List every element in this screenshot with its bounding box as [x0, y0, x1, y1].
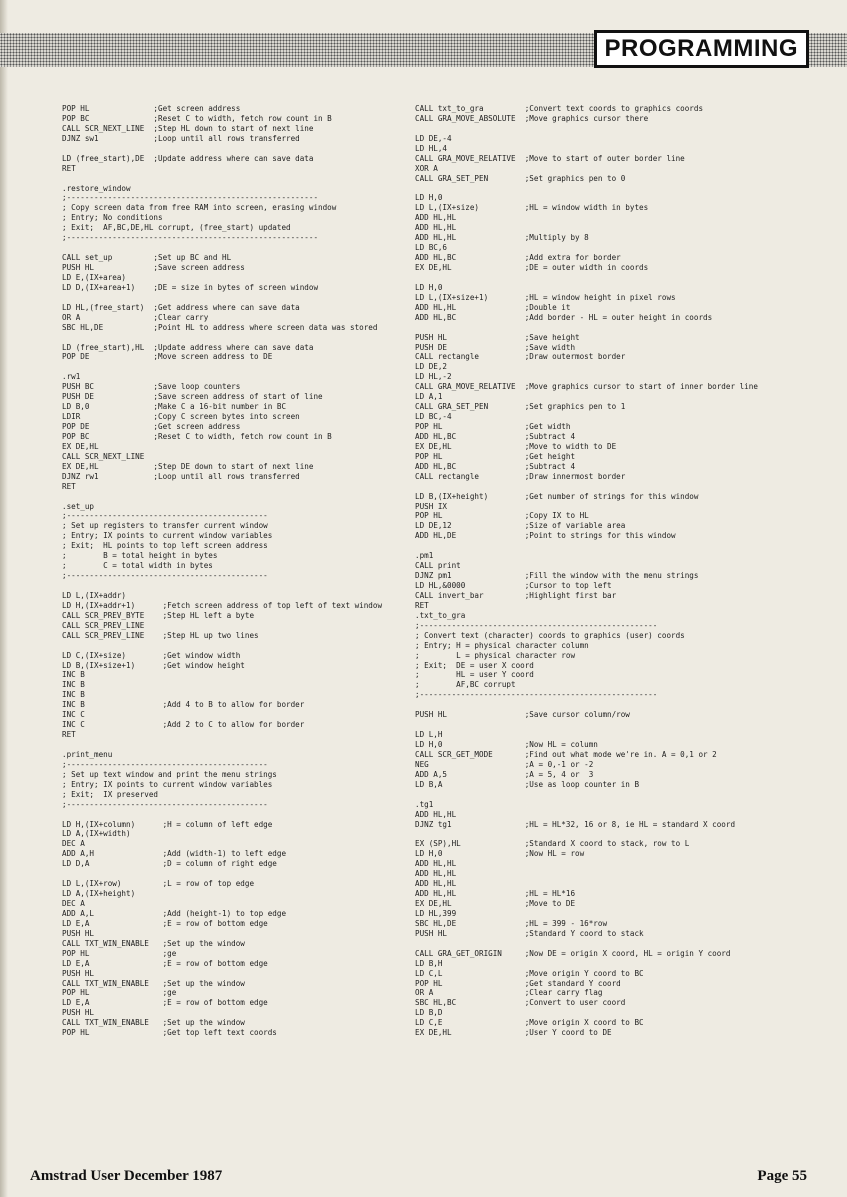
code-line: CALL SCR_PREV_BYTE ;Step HL left a byte [62, 610, 255, 620]
code-line: LD E,A ;E = row of bottom edge [62, 998, 268, 1008]
code-line: CALL TXT_WIN_ENABLE ;Set up the window [62, 1018, 245, 1028]
code-line: ADD HL,HL [415, 223, 457, 233]
code-line: ; Entry; H = physical character column [415, 640, 589, 650]
code-line: ; Entry; No conditions [62, 213, 163, 223]
code-line [415, 829, 835, 839]
code-line: ADD HL,HL ;Multiply by 8 [415, 233, 589, 243]
code-line: LD HL,&0000 ;Cursor to top left [415, 581, 612, 590]
code-line: SBC HL,BC ;Convert to user coord [415, 998, 626, 1008]
code-line: OR A ;Clear carry [62, 312, 209, 322]
code-line: DEC A [62, 899, 85, 908]
code-line: POP HL ;Get height [415, 451, 576, 461]
code-line: EX DE,HL [62, 441, 99, 451]
code-line: ; Exit; DE = user X coord [415, 660, 534, 670]
code-line: PUSH HL [62, 928, 95, 938]
code-line [415, 790, 835, 800]
footer-magazine-issue: Amstrad User December 1987 [30, 1168, 223, 1184]
code-line: LD HL,4 [415, 143, 448, 153]
code-line: DJNZ tg1 ;HL = HL*32, 16 or 8, ie HL = standard X coord [415, 819, 736, 829]
code-line: POP DE ;Move screen address to DE [62, 352, 273, 362]
code-line: ADD HL,HL ;Double it [415, 302, 571, 312]
code-line: CALL SCR_PREV_LINE [62, 620, 145, 630]
code-line [62, 492, 402, 502]
code-line: LD BC,6 [415, 243, 448, 253]
code-line: EX DE,HL ;Step DE down to start of next line [62, 461, 314, 471]
code-line: POP HL ;Get screen address [62, 104, 241, 113]
page-edge-shadow [0, 0, 8, 1197]
code-line [415, 273, 835, 283]
code-line: CALL TXT_WIN_ENABLE ;Set up the window [62, 978, 245, 988]
code-line [62, 144, 402, 154]
code-line: ; Entry; IX points to current window variables [62, 531, 273, 541]
code-line: INC B [62, 690, 85, 700]
code-line: LD L,(IX+size) ;HL = window width in bytes [415, 203, 649, 213]
code-line: EX (SP),HL ;Standard X coord to stack, row to L [415, 839, 690, 849]
code-listing-right [415, 104, 835, 1038]
code-line: EX DE,HL ;User Y coord to DE [415, 1028, 612, 1038]
code-line: CALL GRA_SET_PEN ;Set graphics pen to 1 [415, 402, 626, 412]
code-line: ADD HL,HL [415, 879, 457, 889]
code-line: ADD HL,HL [415, 859, 457, 869]
code-line: CALL GRA_MOVE_ABSOLUTE ;Move graphics cursor there [415, 113, 649, 123]
code-line: LD A,(IX+width) [62, 829, 131, 839]
code-line: LD H,(IX+addr+1) ;Fetch screen address of top left of text window [62, 600, 383, 610]
code-line: ; B = total height in bytes [62, 551, 218, 561]
code-line: PUSH HL ;Standard Y coord to stack [415, 928, 644, 938]
code-line: LD C,(IX+size) ;Get window width [62, 650, 241, 660]
code-line: PUSH IX [415, 501, 448, 511]
code-line: LD D,A ;D = column of right edge [62, 859, 277, 869]
code-line: ;---------------------------------------------------- [415, 620, 658, 630]
code-line: ADD HL,HL [415, 869, 457, 879]
code-line: ;------------------------------------------------------- [62, 193, 319, 203]
code-line: CALL GRA_GET_ORIGIN ;Now DE = origin X coord, HL = origin Y coord [415, 948, 731, 958]
code-line [415, 700, 835, 710]
code-line: ; C = total width in bytes [62, 561, 213, 571]
code-line: LD L,H [415, 730, 443, 740]
code-line: POP HL ;Get width [415, 422, 571, 431]
code-line: RET [62, 730, 76, 740]
code-line: LD C,E ;Move origin X coord to BC [415, 1018, 644, 1028]
code-line: CALL SCR_NEXT_LINE ;Step HL down to start of next line [62, 123, 314, 133]
code-line: ADD HL,HL [415, 809, 457, 819]
code-line: LD A,(IX+height) [62, 889, 136, 899]
code-line: DJNZ sw1 ;Loop until all rows transferred [62, 133, 300, 143]
code-line: ADD HL,HL ;HL = HL*16 [415, 889, 576, 899]
code-line: LD HL,399 [415, 908, 457, 918]
code-line: ;-------------------------------------------- [62, 511, 268, 521]
code-line: PUSH HL ;Save height [415, 332, 580, 342]
code-line [62, 641, 402, 651]
code-line: CALL SCR_NEXT_LINE [62, 451, 145, 461]
code-line: LD DE,2 [415, 362, 448, 372]
code-line: CALL TXT_WIN_ENABLE ;Set up the window [62, 938, 245, 948]
code-line [62, 810, 402, 820]
code-line: EX DE,HL ;Move to width to DE [415, 441, 617, 451]
code-line: NEG ;A = 0,-1 or -2 [415, 759, 594, 769]
code-line: ; Copy screen data from free RAM into screen, erasing window [62, 203, 337, 213]
code-line: CALL SCR_PREV_LINE ;Step HL up two lines [62, 630, 259, 640]
code-line: LD (free_start),DE ;Update address where can save data [62, 153, 314, 163]
code-line: LD B,A ;Use as loop counter in B [415, 779, 640, 789]
code-line: PUSH HL ;Save screen address [62, 263, 245, 272]
code-line: POP BC ;Reset C to width, fetch row count in B [62, 113, 332, 123]
code-line: RET [62, 481, 76, 491]
code-line: POP HL ;Copy IX to HL [415, 511, 589, 521]
code-line: POP HL ;Get standard Y coord [415, 978, 621, 988]
code-line: CALL GRA_MOVE_RELATIVE ;Move graphics cursor to start of inner border line [415, 382, 758, 392]
code-line: ; Exit; IX preserved [62, 789, 159, 799]
code-line: POP DE ;Get screen address [62, 422, 241, 431]
code-line: ; Set up text window and print the menu strings [62, 769, 277, 779]
code-line: ; Exit; HL points to top left screen address [62, 541, 268, 551]
code-line: ADD A,L ;Add (height-1) to top edge [62, 908, 287, 918]
code-line: ADD HL,BC ;Subtract 4 [415, 461, 576, 471]
code-line: INC B [62, 680, 85, 690]
code-line: ; L = physical character row [415, 650, 576, 660]
code-line: LD DE,-4 [415, 133, 452, 143]
code-line: CALL set_up ;Set up BC and HL [62, 253, 232, 263]
code-line [415, 124, 835, 134]
section-title: PROGRAMMING [594, 30, 810, 68]
code-line: ;-------------------------------------------- [62, 571, 268, 581]
code-line: CALL rectangle ;Draw outermost border [415, 352, 626, 362]
code-line: LD B,(IX+height) ;Get number of strings for this window [415, 491, 699, 501]
code-line [415, 323, 835, 333]
code-line [415, 541, 835, 551]
code-line: PUSH HL [62, 1008, 95, 1018]
code-line: EX DE,HL ;Move to DE [415, 899, 576, 908]
code-line: LD DE,12 ;Size of variable area [415, 521, 626, 531]
code-line: ADD HL,HL [415, 213, 457, 223]
code-line: ADD HL,BC ;Subtract 4 [415, 431, 576, 441]
code-line: CALL SCR_GET_MODE ;Find out what mode we're in. A = 0,1 or 2 [415, 749, 717, 759]
code-line: PUSH HL ;Save cursor column/row [415, 710, 630, 720]
code-line: ; Entry; IX points to current window variables [62, 779, 273, 789]
code-line: LD E,(IX+area) [62, 272, 127, 282]
code-line: LD A,1 [415, 392, 443, 402]
code-line: LD (free_start),HL ;Update address where can save data [62, 342, 314, 352]
code-line: .print_menu [62, 749, 113, 759]
code-line: ; AF,BC corrupt [415, 680, 516, 690]
code-line: ;-------------------------------------------- [62, 799, 268, 809]
code-line: LD L,(IX+addr) [62, 590, 127, 600]
code-line: CALL rectangle ;Draw innermost border [415, 471, 626, 481]
code-line: LD B,(IX+size+1) ;Get window height [62, 660, 245, 670]
code-line: ADD A,H ;Add (width-1) to left edge [62, 849, 287, 859]
code-line [62, 869, 402, 879]
code-line [62, 293, 402, 303]
code-listing-left [62, 104, 402, 1038]
code-line: LD H,0 [415, 193, 443, 203]
code-line: CALL print [415, 561, 461, 571]
code-line [415, 720, 835, 730]
code-line: LD L,(IX+size+1) ;HL = window height in pixel rows [415, 292, 676, 302]
code-line: ;------------------------------------------------------- [62, 233, 319, 243]
code-line: INC B ;Add 4 to B to allow for border [62, 700, 305, 710]
code-line [415, 184, 835, 194]
code-line [62, 740, 402, 750]
code-line: PUSH HL [62, 968, 95, 978]
code-line: LD C,L ;Move origin Y coord to BC [415, 968, 644, 978]
code-line: .rw1 [62, 372, 81, 382]
code-line: ADD HL,DE ;Point to strings for this window [415, 531, 676, 541]
code-line: LD HL,(free_start) ;Get address where can save data [62, 302, 300, 312]
code-line: LD L,(IX+row) ;L = row of top edge [62, 879, 255, 889]
code-line: LD B,H [415, 958, 443, 968]
code-line: LD H,(IX+column) ;H = column of left edge [62, 819, 273, 829]
code-line: LD B,0 ;Make C a 16-bit number in BC [62, 402, 287, 412]
code-line: ADD A,5 ;A = 5, 4 or 3 [415, 769, 594, 779]
footer-page-number: Page 55 [757, 1168, 807, 1184]
code-line: LD E,A ;E = row of bottom edge [62, 918, 268, 928]
code-line: CALL invert_bar ;Highlight first bar [415, 590, 617, 600]
code-line: POP HL ;ge [62, 948, 177, 958]
code-line: LD B,D [415, 1008, 443, 1018]
code-line: LD BC,-4 [415, 412, 452, 422]
code-line: DJNZ rw1 ;Loop until all rows transferred [62, 471, 300, 481]
code-line: SBC HL,DE ;HL = 399 - 16*row [415, 918, 608, 928]
code-line [62, 174, 402, 184]
code-line: POP HL ;ge [62, 988, 177, 998]
code-line: RET [415, 600, 429, 610]
code-line: LD H,0 ;Now HL = column [415, 740, 598, 749]
code-line [415, 939, 835, 949]
code-line: ; Exit; AF,BC,DE,HL corrupt, (free_start) updated [62, 223, 291, 233]
code-line [62, 333, 402, 343]
code-line: ; HL = user Y coord [415, 670, 534, 680]
code-line [415, 482, 835, 492]
code-line: POP HL ;Get top left text coords [62, 1028, 277, 1038]
code-line: INC B [62, 670, 85, 680]
code-line: OR A ;Clear carry flag [415, 988, 603, 998]
code-line: .tg1 [415, 799, 434, 809]
code-line: RET [62, 163, 76, 173]
code-line: INC C [62, 710, 85, 720]
code-line: EX DE,HL ;DE = outer width in coords [415, 263, 649, 272]
code-line: PUSH DE ;Save width [415, 342, 576, 352]
code-line [62, 362, 402, 372]
code-line: PUSH BC ;Save loop counters [62, 382, 241, 392]
code-line: POP BC ;Reset C to width, fetch row count in B [62, 431, 332, 441]
code-line: INC C ;Add 2 to C to allow for border [62, 720, 305, 730]
code-line: ; Convert text (character) coords to graphics (user) coords [415, 630, 685, 640]
code-line: CALL GRA_SET_PEN ;Set graphics pen to 0 [415, 173, 626, 183]
code-line: XOR A [415, 163, 438, 173]
code-line: ADD HL,BC ;Add extra for border [415, 253, 621, 263]
code-line: ADD HL,BC ;Add border - HL = outer height in coords [415, 312, 713, 322]
code-line [62, 581, 402, 591]
code-line: ;-------------------------------------------- [62, 759, 268, 769]
code-line: LD H,0 ;Now HL = row [415, 849, 585, 859]
code-line: .restore_window [62, 183, 131, 193]
code-line: DJNZ pm1 ;Fill the window with the menu strings [415, 571, 699, 581]
code-line: CALL txt_to_gra ;Convert text coords to graphics coords [415, 104, 704, 113]
code-line: DEC A [62, 839, 85, 849]
code-line [62, 243, 402, 253]
code-line: LDIR ;Copy C screen bytes into screen [62, 412, 300, 422]
code-line: PUSH DE ;Save screen address of start of line [62, 392, 323, 402]
code-line: LD HL,-2 [415, 372, 452, 382]
code-line: LD E,A ;E = row of bottom edge [62, 958, 268, 968]
code-line: CALL GRA_MOVE_RELATIVE ;Move to start of outer border line [415, 153, 685, 163]
code-line: SBC HL,DE ;Point HL to address where screen data was stored [62, 322, 378, 332]
code-line: .pm1 [415, 551, 434, 561]
code-line: LD D,(IX+area+1) ;DE = size in bytes of screen window [62, 282, 319, 292]
code-line: .set_up [62, 501, 95, 511]
code-line: ; Set up registers to transfer current window [62, 521, 268, 531]
code-line: .txt_to_gra [415, 610, 466, 620]
code-line: ;---------------------------------------------------- [415, 690, 658, 700]
code-line: LD H,0 [415, 282, 443, 292]
